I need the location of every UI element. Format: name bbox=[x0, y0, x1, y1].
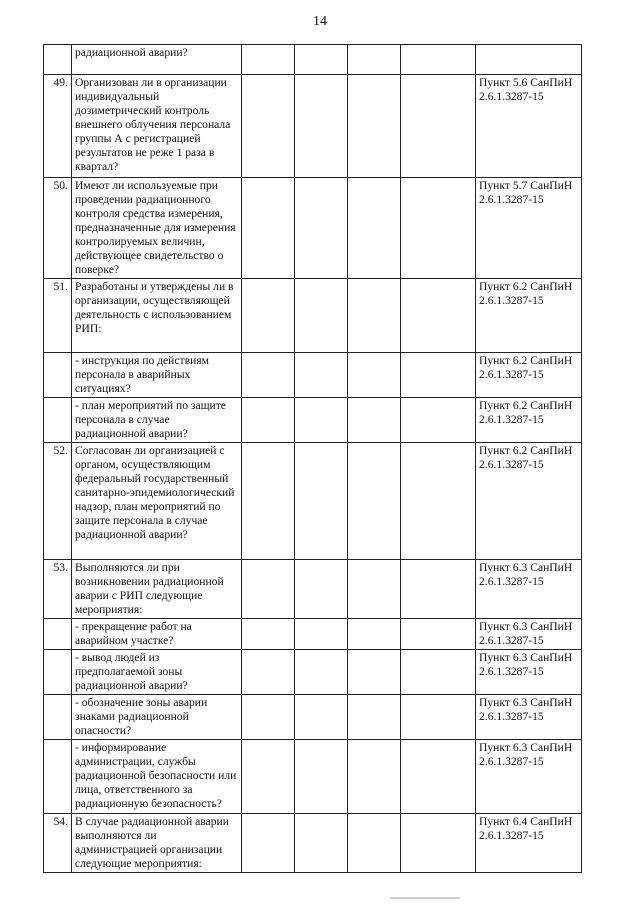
question-cell: - обозначение зоны аварии знаками радиационной опасности? bbox=[72, 695, 242, 740]
item-number bbox=[44, 740, 72, 814]
answer-cell bbox=[348, 45, 401, 75]
answer-cell bbox=[242, 560, 295, 619]
answer-cell bbox=[401, 45, 476, 75]
question-cell: В случае радиационной аварии выполняются ли администрацией организации следующие мероприятия: bbox=[72, 814, 242, 873]
answer-cell bbox=[348, 443, 401, 560]
reference-cell: Пункт 5.7 СанПиН 2.6.1.3287-15 bbox=[476, 178, 582, 279]
item-number bbox=[44, 45, 72, 75]
table-row bbox=[44, 740, 582, 814]
answer-cell bbox=[295, 75, 348, 178]
reference-cell: Пункт 6.3 СанПиН 2.6.1.3287-15 bbox=[476, 650, 582, 695]
question-cell: - вывод людей из предполагаемой зоны радиационной аварии? bbox=[72, 650, 242, 695]
item-number bbox=[44, 353, 72, 398]
answer-cell bbox=[242, 740, 295, 814]
reference-cell: Пункт 6.2 СанПиН 2.6.1.3287-15 bbox=[476, 279, 582, 353]
question-cell: Организован ли в организации индивидуальный дозиметрический контроль внешнего облучения персонала группы А с регистрацией результатов не реже 1 раза в квартал? bbox=[72, 75, 242, 178]
reference-cell: Пункт 6.3 СанПиН 2.6.1.3287-15 bbox=[476, 695, 582, 740]
answer-cell bbox=[348, 740, 401, 814]
answer-cell bbox=[295, 45, 348, 75]
answer-cell bbox=[295, 740, 348, 814]
question-cell: Выполняются ли при возникновении радиационной аварии с РИП следующие мероприятия: bbox=[72, 560, 242, 619]
answer-cell bbox=[242, 178, 295, 279]
reference-cell: Пункт 6.2 СанПиН 2.6.1.3287-15 bbox=[476, 353, 582, 398]
answer-cell bbox=[348, 279, 401, 353]
item-number bbox=[44, 695, 72, 740]
answer-cell bbox=[401, 560, 476, 619]
answer-cell bbox=[401, 75, 476, 178]
answer-cell bbox=[401, 353, 476, 398]
item-number: 54. bbox=[44, 814, 72, 873]
reference-cell: Пункт 6.2 СанПиН 2.6.1.3287-15 bbox=[476, 398, 582, 443]
answer-cell bbox=[295, 695, 348, 740]
answer-cell bbox=[242, 75, 295, 178]
answer-cell bbox=[348, 619, 401, 650]
item-number bbox=[44, 619, 72, 650]
answer-cell bbox=[242, 279, 295, 353]
answer-cell bbox=[348, 695, 401, 740]
table-row bbox=[44, 353, 582, 398]
answer-cell bbox=[242, 695, 295, 740]
table-row bbox=[44, 650, 582, 695]
answer-cell bbox=[242, 45, 295, 75]
item-number: 50. bbox=[44, 178, 72, 279]
item-number bbox=[44, 398, 72, 443]
question-cell: Разработаны и утверждены ли в организации, осуществляющей деятельность с использованием РИП: bbox=[72, 279, 242, 353]
answer-cell bbox=[401, 279, 476, 353]
table-row bbox=[44, 398, 582, 443]
answer-cell bbox=[401, 740, 476, 814]
item-number: 51. bbox=[44, 279, 72, 353]
answer-cell bbox=[401, 398, 476, 443]
answer-cell bbox=[295, 560, 348, 619]
question-cell: Согласован ли организацией с органом, осуществляющим федеральный государственный санитарно-эпидемиологический надзор, план мероприятий по защите персонала в случае радиационной аварии? bbox=[72, 443, 242, 560]
question-cell: - инструкция по действиям персонала в аварийных ситуациях? bbox=[72, 353, 242, 398]
answer-cell bbox=[401, 619, 476, 650]
answer-cell bbox=[348, 650, 401, 695]
answer-cell bbox=[242, 443, 295, 560]
reference-cell: Пункт 6.3 СанПиН 2.6.1.3287-15 bbox=[476, 740, 582, 814]
answer-cell bbox=[401, 695, 476, 740]
answer-cell bbox=[348, 178, 401, 279]
table-row bbox=[44, 695, 582, 740]
answer-cell bbox=[348, 560, 401, 619]
answer-cell bbox=[401, 443, 476, 560]
table-row bbox=[44, 75, 582, 178]
answer-cell bbox=[295, 619, 348, 650]
answer-cell bbox=[295, 650, 348, 695]
table-row bbox=[44, 45, 582, 75]
table-row bbox=[44, 814, 582, 873]
answer-cell bbox=[242, 619, 295, 650]
reference-cell: Пункт 6.3 СанПиН 2.6.1.3287-15 bbox=[476, 619, 582, 650]
question-cell: Имеют ли используемые при проведении радиационного контроля средства измерения, предназначенные для измерения контролируемых величин, действующее свидетельство о поверке? bbox=[72, 178, 242, 279]
answer-cell bbox=[348, 814, 401, 873]
answer-cell bbox=[242, 650, 295, 695]
answer-cell bbox=[348, 398, 401, 443]
item-number: 53. bbox=[44, 560, 72, 619]
table-row bbox=[44, 178, 582, 279]
item-number: 52. bbox=[44, 443, 72, 560]
answer-cell bbox=[348, 75, 401, 178]
answer-cell bbox=[242, 398, 295, 443]
question-cell: - план мероприятий по защите персонала в случае радиационной аварии? bbox=[72, 398, 242, 443]
question-cell: - информирование администрации, службы радиационной безопасности или лица, ответственного за радиационную безопасность? bbox=[72, 740, 242, 814]
answer-cell bbox=[295, 814, 348, 873]
answer-cell bbox=[295, 443, 348, 560]
page-number: 14 bbox=[313, 14, 327, 29]
question-cell: радиационной аварии? bbox=[72, 45, 242, 75]
table-row bbox=[44, 279, 582, 353]
item-number bbox=[44, 650, 72, 695]
answer-cell bbox=[295, 353, 348, 398]
reference-cell: Пункт 5.6 СанПиН 2.6.1.3287-15 bbox=[476, 75, 582, 178]
answer-cell bbox=[401, 650, 476, 695]
answer-cell bbox=[242, 353, 295, 398]
question-cell: - прекращение работ на аварийном участке? bbox=[72, 619, 242, 650]
scan-artifact bbox=[390, 897, 460, 899]
answer-cell bbox=[295, 398, 348, 443]
checklist-table bbox=[43, 44, 582, 873]
table-row bbox=[44, 560, 582, 619]
answer-cell bbox=[348, 353, 401, 398]
answer-cell bbox=[401, 178, 476, 279]
answer-cell bbox=[242, 814, 295, 873]
reference-cell: Пункт 6.2 СанПиН 2.6.1.3287-15 bbox=[476, 443, 582, 560]
answer-cell bbox=[401, 814, 476, 873]
answer-cell bbox=[295, 178, 348, 279]
reference-cell: Пункт 6.4 СанПиН 2.6.1.3287-15 bbox=[476, 814, 582, 873]
table-row bbox=[44, 443, 582, 560]
item-number: 49. bbox=[44, 75, 72, 178]
reference-cell bbox=[476, 45, 582, 75]
table-row bbox=[44, 619, 582, 650]
answer-cell bbox=[295, 279, 348, 353]
reference-cell: Пункт 6.3 СанПиН 2.6.1.3287-15 bbox=[476, 560, 582, 619]
